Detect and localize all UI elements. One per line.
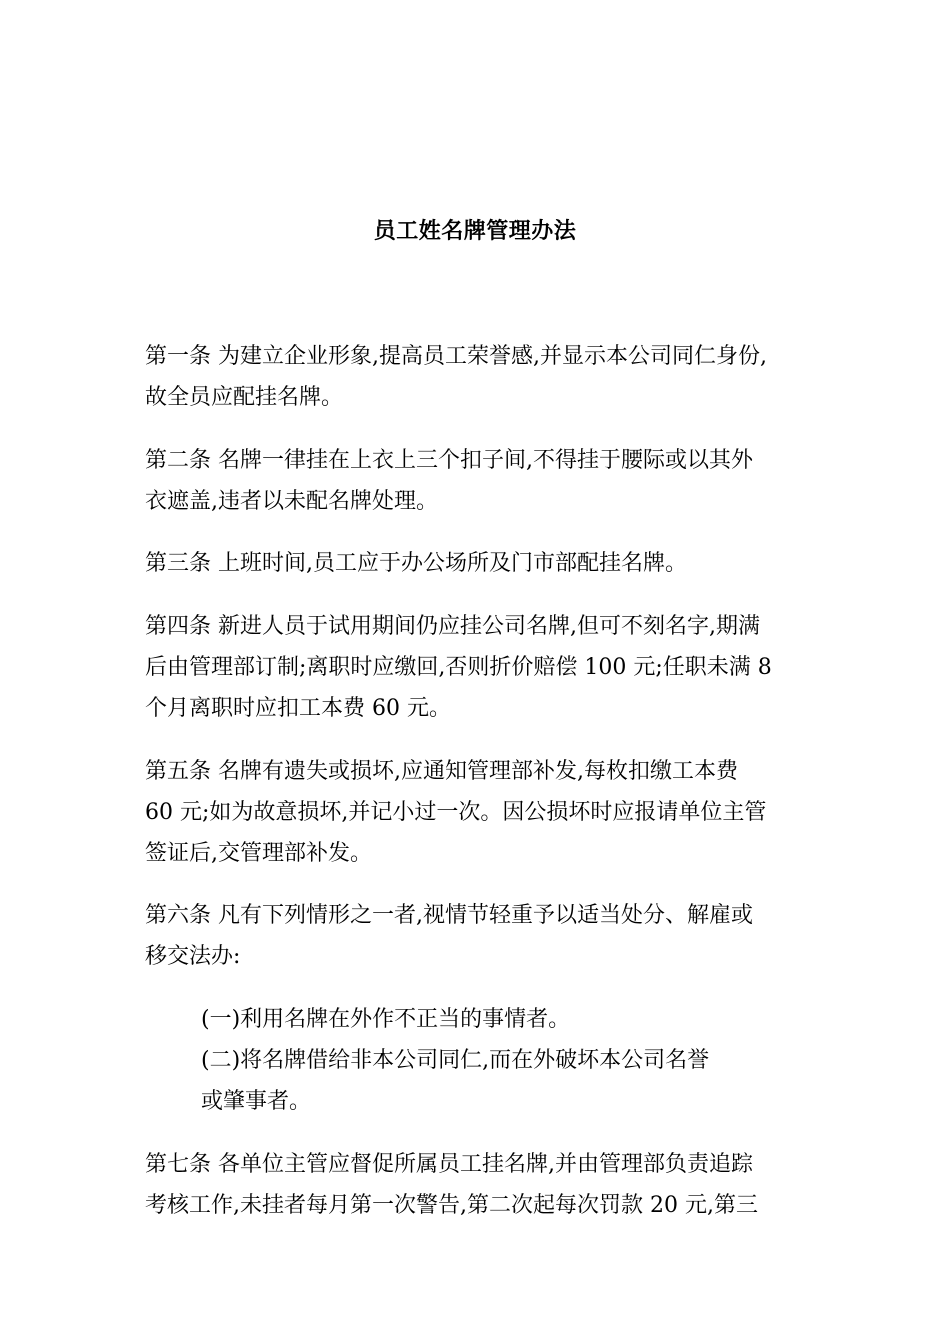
article-6-item-2-line-1: (二)将名牌借给非本公司同仁,而在外破坏本公司名誉	[201, 1048, 710, 1073]
article-4-line-1: 第四条 新进人员于试用期间仍应挂公司名牌,但可不刻名字,期满	[145, 614, 760, 639]
article-4-line-2: 后由管理部订制;离职时应缴回,否则折价赔偿 100 元;任职未满 8	[145, 655, 772, 680]
article-1-line-1: 第一条 为建立企业形象,提高员工荣誉感,并显示本公司同仁身份,	[145, 344, 767, 369]
article-2-line-1: 第二条 名牌一律挂在上衣上三个扣子间,不得挂于腰际或以其外	[145, 448, 753, 473]
article-6-item-2-line-2: 或肇事者。	[201, 1089, 312, 1114]
article-7-line-1: 第七条 各单位主管应督促所属员工挂名牌,并由管理部负责追踪	[145, 1152, 753, 1177]
article-6-line-1: 第六条 凡有下列情形之一者,视情节轻重予以适当处分、解雇或	[145, 903, 753, 928]
article-7-line-2: 考核工作,未挂者每月第一次警告,第二次起每次罚款 20 元,第三	[145, 1193, 758, 1218]
article-1-line-2: 故全员应配挂名牌。	[145, 385, 344, 410]
article-5-line-2: 60 元;如为故意损坏,并记小过一次。因公损坏时应报请单位主管	[145, 800, 767, 825]
article-2-line-2: 衣遮盖,违者以未配名牌处理。	[145, 489, 438, 514]
article-6-item-1: (一)利用名牌在外作不正当的事情者。	[201, 1007, 571, 1032]
article-5-line-3: 签证后,交管理部补发。	[145, 841, 372, 866]
article-5-line-1: 第五条 名牌有遗失或损坏,应通知管理部补发,每枚扣缴工本费	[145, 759, 738, 784]
document-title: 员工姓名牌管理办法	[373, 218, 577, 244]
article-3-line-1: 第三条 上班时间,员工应于办公场所及门市部配挂名牌。	[145, 551, 687, 576]
article-6-line-2: 移交法办:	[145, 944, 241, 969]
article-4-line-3: 个月离职时应扣工本费 60 元。	[145, 696, 451, 721]
